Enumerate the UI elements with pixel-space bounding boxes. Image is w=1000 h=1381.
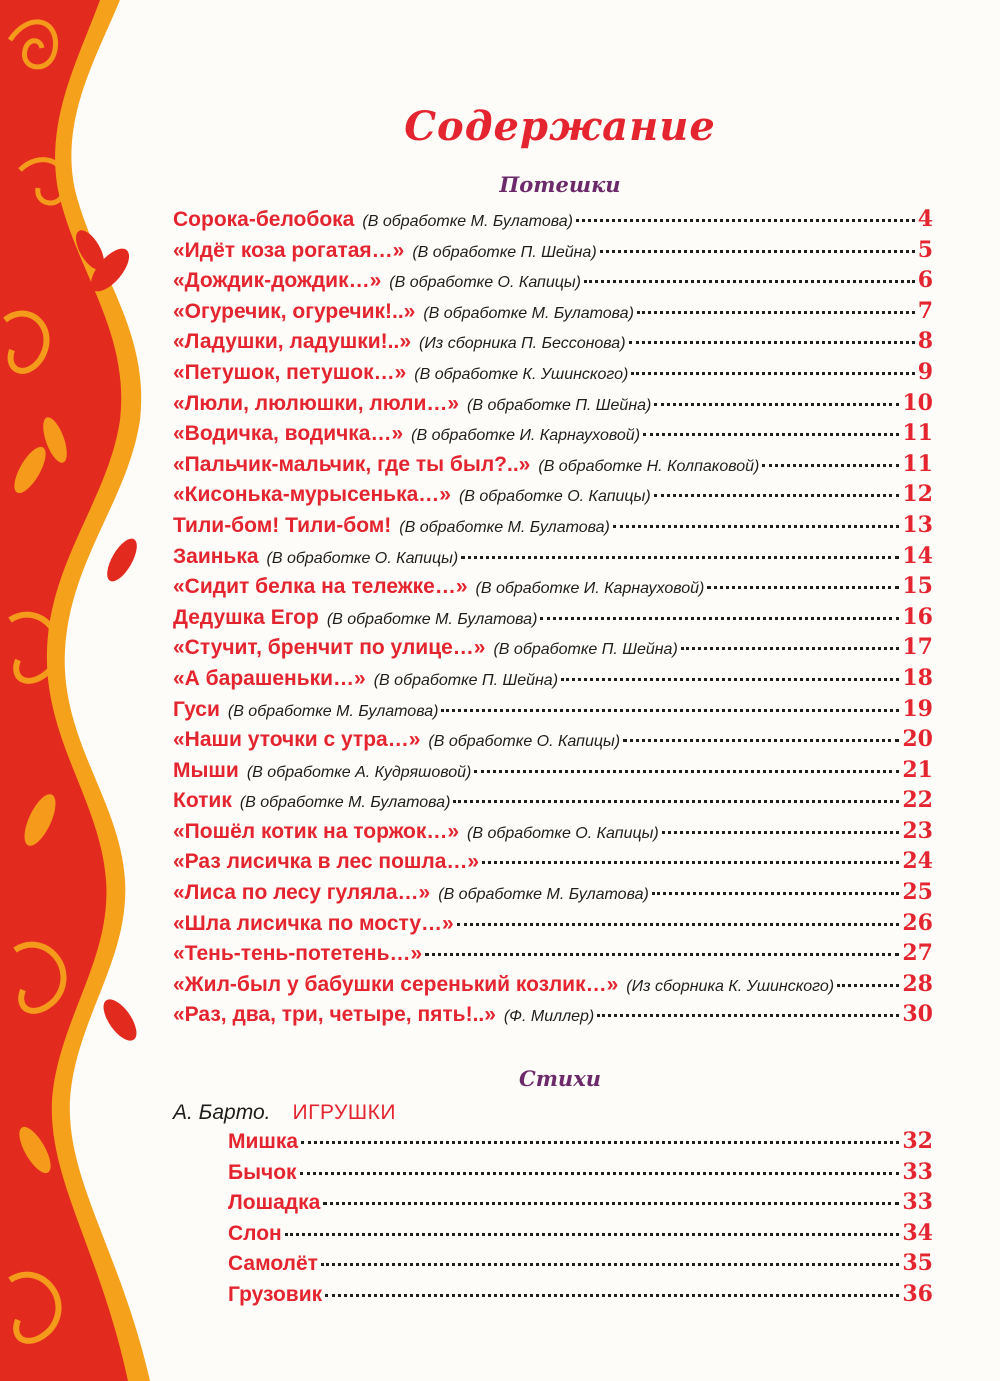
entry-note: (В обработке О. Капицы)	[389, 274, 581, 292]
entry-title: Сорока-белобока	[173, 208, 355, 231]
entry-title: Дедушка Егор	[173, 605, 319, 629]
dot-leader	[600, 250, 915, 253]
entry-note: (Ф. Миллер)	[503, 1008, 595, 1026]
toc-entry[interactable]	[173, 604, 933, 635]
toc-entry[interactable]	[173, 328, 933, 359]
entry-page: 33	[902, 1158, 933, 1185]
entry-title: Мыши	[173, 758, 239, 782]
entry-page: 30	[902, 1001, 933, 1028]
entry-page: 25	[902, 879, 933, 906]
entry-page: 15	[902, 573, 933, 600]
entry-page: 18	[902, 664, 933, 691]
toc-entry[interactable]	[228, 1189, 933, 1220]
dot-leader	[631, 372, 914, 375]
entry-title: «Стучит, бренчит по улице…»	[173, 636, 486, 660]
toc-entry[interactable]	[173, 390, 933, 421]
entry-page: 5	[917, 236, 933, 263]
toc-entry[interactable]	[173, 879, 933, 910]
entry-note: (В обработке О. Капицы)	[467, 824, 659, 842]
dot-leader	[837, 984, 899, 987]
entry-page: 6	[917, 267, 933, 294]
toc-entry[interactable]	[173, 665, 933, 696]
entry-note: (В обработке П. Шейна)	[412, 243, 597, 261]
entry-page: 34	[902, 1219, 933, 1246]
entry-note: (В обработке Н. Колпаковой)	[538, 457, 760, 475]
entry-title: «Наши уточки с утра…»	[173, 728, 421, 752]
entry-title: Заинька	[173, 544, 259, 568]
entry-title: Лошадка	[228, 1191, 321, 1215]
entry-title: «Тень-тень-потетень…»	[173, 942, 423, 966]
dot-leader	[561, 678, 899, 681]
entry-page: 36	[902, 1280, 933, 1307]
entry-title: «Раз, два, три, четыре, пять!..»	[173, 1003, 496, 1027]
dot-leader	[325, 1294, 899, 1297]
toc-entry[interactable]	[228, 1281, 933, 1312]
entry-note: (В обработке И. Карнауховой)	[411, 427, 641, 445]
entry-title: «Лиса по лесу гуляла…»	[173, 881, 431, 905]
entry-page: 11	[902, 420, 933, 447]
toc-entry[interactable]	[173, 573, 933, 604]
toc-entry[interactable]	[173, 848, 933, 879]
cycle-title: ИГРУШКИ	[292, 1101, 396, 1124]
entry-page: 26	[902, 909, 933, 936]
entry-note: (В обработке М. Булатова)	[326, 610, 538, 628]
toc-entry[interactable]	[173, 726, 933, 757]
dot-leader	[629, 341, 915, 344]
dot-leader	[597, 1014, 899, 1017]
entry-title: «А барашеньки…»	[173, 666, 366, 690]
entry-title: «Идёт коза рогатая…»	[173, 238, 405, 262]
entry-note: (В обработке И. Карнауховой)	[475, 580, 705, 598]
toc-entry[interactable]	[173, 787, 933, 818]
dot-leader	[681, 647, 900, 650]
toc-entry[interactable]	[173, 1001, 933, 1032]
entry-page: 7	[917, 297, 933, 324]
toc-entry[interactable]	[173, 420, 933, 451]
entry-title: Грузовик	[228, 1282, 323, 1306]
toc-entry[interactable]	[228, 1250, 933, 1281]
toc-entry[interactable]	[173, 481, 933, 512]
entry-title: Тили-бом! Тили-бом!	[173, 513, 392, 537]
toc-entry[interactable]	[173, 359, 933, 390]
entry-title: Слон	[228, 1221, 282, 1245]
entry-title: «Люли, люлюшки, люли…»	[173, 391, 460, 415]
dot-leader	[300, 1172, 900, 1175]
toc-entry[interactable]	[228, 1220, 933, 1251]
entry-note: (В обработке М. Булатова)	[239, 794, 451, 812]
dot-leader	[321, 1263, 899, 1266]
entry-page: 27	[902, 940, 933, 967]
entry-note: (В обработке М. Булатова)	[362, 213, 573, 230]
toc-entry[interactable]	[173, 696, 933, 727]
dot-leader	[540, 617, 899, 620]
dot-leader	[654, 403, 899, 406]
entry-title: Гуси	[173, 697, 220, 721]
dot-leader	[623, 739, 899, 742]
entry-page: 17	[902, 634, 933, 661]
entry-title: Котик	[173, 789, 232, 813]
decorative-floral-border	[0, 0, 175, 1381]
entry-page: 10	[902, 389, 933, 416]
entry-title: Бычок	[228, 1160, 297, 1184]
dot-leader	[613, 525, 900, 528]
entry-page: 11	[902, 450, 933, 477]
dot-leader	[301, 1141, 899, 1144]
toc-entry[interactable]	[173, 634, 933, 665]
dot-leader	[576, 219, 915, 222]
entry-title: «Сидит белка на тележке…»	[173, 575, 468, 599]
dot-leader	[441, 709, 899, 712]
entry-page: 13	[902, 511, 933, 538]
entry-title: «Кисонька-мурысенька…»	[173, 483, 451, 507]
entry-title: «Жил-был у бабушки серенький козлик…»	[173, 972, 619, 996]
toc-entry[interactable]	[173, 818, 933, 849]
toc-list-poteshki	[173, 206, 933, 1032]
toc-entry[interactable]	[173, 512, 933, 543]
entry-page: 35	[902, 1250, 933, 1277]
entry-note: (В обработке К. Ушинского)	[414, 365, 629, 383]
toc-entry[interactable]	[173, 757, 933, 788]
dot-leader	[453, 800, 899, 803]
toc-entry[interactable]	[173, 206, 933, 237]
entry-note: (В обработке О. Капицы)	[428, 733, 621, 751]
entry-title: «Ладушки, ладушки!..»	[173, 330, 412, 354]
section-title-stikhi: Стихи	[519, 1066, 601, 1091]
entry-note: (Из сборника К. Ушинского)	[626, 977, 835, 995]
toc-entry[interactable]	[173, 267, 933, 298]
entry-note: (В обработке О. Капицы)	[458, 488, 651, 506]
toc-entry[interactable]	[228, 1128, 933, 1159]
entry-title: «Огуречик, огуречик!..»	[173, 299, 416, 323]
entry-title: «Пальчик-мальчик, где ты был?..»	[173, 452, 531, 476]
dot-leader	[482, 861, 899, 864]
dot-leader	[323, 1202, 899, 1205]
entry-title: «Водичка, водичка…»	[173, 422, 404, 446]
entry-page: 33	[902, 1189, 933, 1216]
dot-leader	[643, 433, 899, 436]
dot-leader	[707, 586, 899, 589]
entry-note: (В обработке П. Шейна)	[493, 641, 678, 659]
dot-leader	[457, 923, 900, 926]
toc-entry[interactable]	[173, 298, 933, 329]
entry-title: «Пошёл котик на торжок…»	[173, 819, 460, 843]
toc-entry[interactable]	[173, 543, 933, 574]
entry-title: «Шла лисичка по мосту…»	[173, 911, 454, 935]
dot-leader	[461, 556, 899, 559]
entry-page: 9	[917, 358, 933, 385]
toc-entry[interactable]	[173, 910, 933, 941]
dot-leader	[762, 464, 899, 467]
entry-page: 8	[917, 328, 933, 355]
dot-leader	[584, 280, 915, 283]
entry-page: 24	[902, 848, 933, 875]
toc-entry[interactable]	[228, 1159, 933, 1190]
entry-page: 12	[902, 481, 933, 508]
entry-page: 32	[902, 1128, 933, 1154]
entry-title: Самолёт	[228, 1252, 318, 1276]
entry-title: «Петушок, петушок…»	[173, 360, 407, 384]
dot-leader	[637, 311, 915, 314]
entry-page: 28	[902, 970, 933, 997]
author-line	[173, 1101, 396, 1125]
entry-page: 21	[902, 756, 933, 783]
entry-page: 22	[902, 787, 933, 814]
dot-leader	[285, 1233, 900, 1236]
entry-note: (В обработке М. Булатова)	[399, 518, 610, 536]
dot-leader	[425, 953, 899, 956]
entry-note: (В обработке П. Шейна)	[467, 396, 652, 414]
entry-note: (Из сборника П. Бессонова)	[419, 335, 626, 353]
toc-entry[interactable]	[173, 451, 933, 482]
entry-page: 20	[902, 726, 933, 753]
entry-title: «Раз лисичка в лес пошла…»	[173, 850, 480, 874]
dot-leader	[474, 770, 899, 773]
entry-note: (В обработке М. Булатова)	[438, 886, 649, 904]
entry-page: 23	[902, 817, 933, 844]
dot-leader	[654, 494, 900, 497]
entry-page: 4	[917, 206, 933, 232]
dot-leader	[652, 892, 900, 895]
toc-entry[interactable]	[173, 237, 933, 268]
toc-entry[interactable]	[173, 940, 933, 971]
toc-list-stikhi	[228, 1128, 933, 1312]
entry-note: (В обработке А. Кудряшовой)	[246, 763, 472, 781]
author-name: А. Барто.	[173, 1101, 271, 1124]
toc-entry[interactable]	[173, 971, 933, 1002]
entry-note: (В обработке П. Шейна)	[373, 671, 559, 689]
dot-leader	[662, 831, 900, 834]
entry-note: (В обработке О. Капицы)	[266, 549, 459, 567]
entry-title: Мишка	[228, 1130, 299, 1153]
entry-note: (В обработке М. Булатова)	[227, 702, 439, 720]
entry-page: 19	[902, 695, 933, 722]
entry-note: (В обработке М. Булатова)	[423, 304, 634, 322]
entry-page: 16	[902, 603, 933, 630]
page-title: Содержание	[404, 103, 716, 150]
section-title-poteshki: Потешки	[499, 172, 621, 197]
entry-title: «Дождик-дождик…»	[173, 269, 382, 293]
entry-page: 14	[902, 542, 933, 569]
